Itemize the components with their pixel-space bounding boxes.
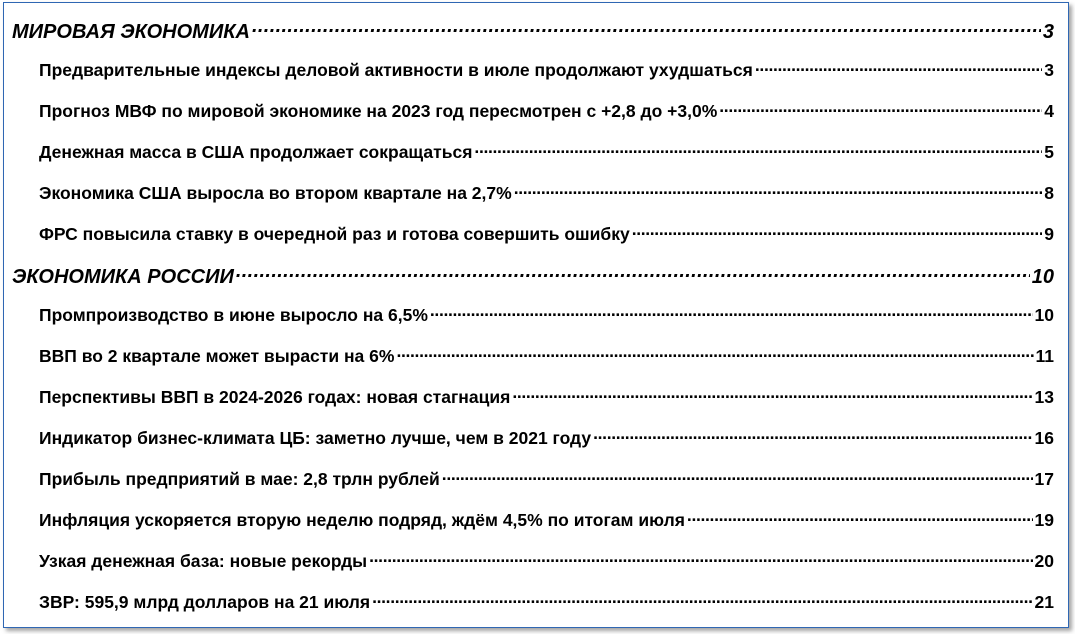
- dot-leader: [719, 99, 1042, 117]
- toc-page-number: 20: [1034, 550, 1054, 571]
- toc-entry[interactable]: [4, 222, 1068, 263]
- toc-section-russia-economy[interactable]: [4, 263, 1068, 303]
- toc-page-number: 4: [1044, 100, 1054, 121]
- toc-entry[interactable]: [4, 58, 1068, 99]
- toc-entry[interactable]: [4, 344, 1068, 385]
- toc-entry-title: Инфляция ускоряется вторую неделю подряд, ждём 4,5% по итогам июля: [39, 509, 685, 530]
- toc-page-number: 19: [1034, 509, 1054, 530]
- toc-entry-title: Предварительные индексы деловой активности в июле продолжают ухудшаться: [39, 59, 753, 80]
- toc-entry-title: ВВП во 2 квартале может вырасти на 6%: [39, 345, 395, 366]
- toc-page-number: 16: [1034, 427, 1054, 448]
- toc-entry[interactable]: [4, 590, 1068, 631]
- toc-entry[interactable]: [4, 385, 1068, 426]
- dot-leader: [369, 549, 1032, 567]
- dot-leader: [512, 385, 1032, 403]
- toc-entry-title: ЗВР: 595,9 млрд долларов на 21 июля: [39, 591, 371, 612]
- toc-entry[interactable]: [4, 181, 1068, 222]
- dot-leader: [514, 181, 1043, 199]
- toc-page-number: 13: [1034, 386, 1054, 407]
- dot-leader: [593, 426, 1032, 444]
- dot-leader: [687, 508, 1033, 526]
- toc-page-number: 17: [1034, 468, 1054, 489]
- toc-entry-title: ФРС повысила ставку в очередной раз и готова совершить ошибку: [39, 223, 630, 244]
- toc-entry-title: Денежная масса в США продолжает сокращаться: [39, 141, 473, 162]
- toc-page-number: 8: [1044, 182, 1054, 203]
- toc-section-world-economy[interactable]: [4, 18, 1068, 58]
- toc-entry-title: Перспективы ВВП в 2024-2026 годах: новая стагнация: [39, 386, 511, 407]
- toc-section-title: МИРОВАЯ ЭКОНОМИКА: [12, 21, 250, 43]
- toc-entry-title: Прогноз МВФ по мировой экономике на 2023 год пересмотрен с +2,8 до +3,0%: [39, 100, 718, 121]
- toc-entry-title: Экономика США выросла во втором квартале на 2,7%: [39, 182, 512, 203]
- dot-leader: [252, 18, 1041, 38]
- toc-entry-title: Узкая денежная база: новые рекорды: [39, 550, 368, 571]
- toc-page-number: 11: [1035, 345, 1054, 366]
- dot-leader: [632, 222, 1043, 240]
- toc-frame: [3, 2, 1069, 628]
- dot-leader: [372, 590, 1032, 608]
- toc-entry[interactable]: [4, 467, 1068, 508]
- toc-page-number: 5: [1044, 141, 1054, 162]
- dot-leader: [236, 263, 1030, 283]
- dot-leader: [442, 467, 1033, 485]
- toc-entry[interactable]: [4, 426, 1068, 467]
- dot-leader: [474, 140, 1042, 158]
- toc-page-number: 3: [1042, 21, 1054, 43]
- dot-leader: [430, 303, 1033, 321]
- toc-page-number: 9: [1044, 223, 1054, 244]
- toc-entry-title: Промпроизводство в июне выросло на 6,5%: [39, 304, 428, 325]
- toc-page-number: 3: [1044, 59, 1054, 80]
- toc-entry-title: Прибыль предприятий в мае: 2,8 трлн рублей: [39, 468, 440, 489]
- toc-entry[interactable]: [4, 99, 1068, 140]
- toc-entry[interactable]: [4, 508, 1068, 549]
- toc-page-number: 10: [1031, 266, 1054, 288]
- toc-entry-title: Индикатор бизнес-климата ЦБ: заметно лучше, чем в 2021 году: [39, 427, 592, 448]
- toc-entry[interactable]: [4, 549, 1068, 590]
- toc-page-number: 21: [1034, 591, 1054, 612]
- toc-page-number: 10: [1034, 304, 1054, 325]
- toc-section-title: ЭКОНОМИКА РОССИИ: [12, 266, 234, 288]
- dot-leader: [396, 344, 1033, 362]
- table-of-contents: [4, 18, 1068, 631]
- toc-entry[interactable]: [4, 140, 1068, 181]
- toc-entry[interactable]: [4, 303, 1068, 344]
- dot-leader: [755, 58, 1042, 76]
